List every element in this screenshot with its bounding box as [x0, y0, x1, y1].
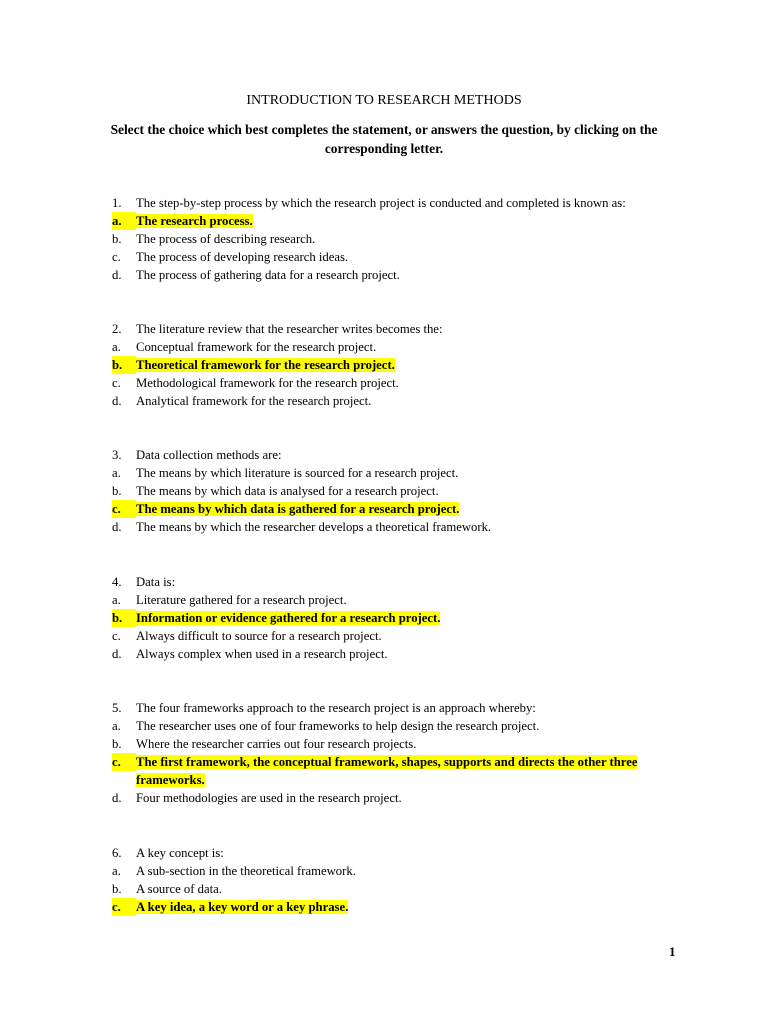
- option-letter[interactable]: a.: [112, 593, 121, 607]
- option-letter[interactable]: b.: [112, 737, 122, 751]
- question-number: 3.: [112, 448, 122, 462]
- option-a[interactable]: [112, 338, 692, 356]
- option-text: The means by which the researcher develops a theoretical framework.: [136, 520, 492, 534]
- question-3: [112, 446, 692, 536]
- option-text: The means by which literature is sourced for a research project.: [136, 466, 459, 480]
- option-letter[interactable]: b.: [112, 232, 122, 246]
- option-letter[interactable]: a.: [112, 466, 121, 480]
- question-4: [112, 573, 692, 663]
- question-stem: [112, 320, 692, 338]
- option-letter[interactable]: a.: [112, 719, 121, 733]
- option-a[interactable]: [112, 862, 692, 880]
- document-title: INTRODUCTION TO RESEARCH METHODS: [246, 93, 522, 108]
- question-number: 5.: [112, 701, 122, 715]
- option-b-correct[interactable]: [112, 356, 692, 374]
- option-text: A key idea, a key word or a key phrase.: [136, 900, 349, 914]
- option-text: The researcher uses one of four frameworks to help design the research project.: [136, 719, 540, 733]
- option-letter[interactable]: c.: [112, 250, 121, 264]
- option-a-correct[interactable]: [112, 212, 692, 230]
- option-a[interactable]: [112, 464, 692, 482]
- option-text: Always difficult to source for a research project.: [136, 629, 382, 643]
- option-text: The means by which data is analysed for a research project.: [136, 484, 439, 498]
- question-text: The literature review that the researcher writes becomes the:: [136, 322, 443, 336]
- option-letter[interactable]: a.: [112, 212, 136, 230]
- option-a[interactable]: [112, 717, 692, 735]
- option-c-correct[interactable]: [112, 753, 692, 789]
- option-d[interactable]: [112, 266, 692, 284]
- question-stem: [112, 194, 692, 212]
- option-c[interactable]: [112, 374, 692, 392]
- option-letter[interactable]: b.: [112, 484, 122, 498]
- option-letter[interactable]: a.: [112, 340, 121, 354]
- option-letter[interactable]: c.: [112, 898, 136, 916]
- question-text: A key concept is:: [136, 846, 224, 860]
- instructions: Select the choice which best completes the statement, or answers the question, by clicking on the corresponding letter.: [110, 122, 658, 156]
- option-b-correct[interactable]: [112, 609, 692, 627]
- option-b[interactable]: [112, 482, 692, 500]
- question-text: The four frameworks approach to the research project is an approach whereby:: [136, 701, 536, 715]
- option-text: Where the researcher carries out four research projects.: [136, 737, 417, 751]
- option-c-correct[interactable]: [112, 500, 692, 518]
- option-text: The first framework, the conceptual framework, shapes, supports and directs the other three frameworks.: [136, 755, 638, 787]
- option-text: Literature gathered for a research project.: [136, 593, 347, 607]
- option-text: Theoretical framework for the research project.: [136, 358, 395, 372]
- option-text: The process of describing research.: [136, 232, 316, 246]
- question-6: [112, 844, 692, 916]
- option-text: The research process.: [136, 214, 253, 228]
- question-number: 2.: [112, 322, 122, 336]
- question-text: The step-by-step process by which the research project is conducted and completed is known as:: [136, 196, 626, 210]
- option-c-correct[interactable]: [112, 898, 692, 916]
- question-stem: [112, 573, 692, 591]
- question-stem: [112, 446, 692, 464]
- option-text: Always complex when used in a research project.: [136, 647, 388, 661]
- question-number: 6.: [112, 846, 122, 860]
- option-text: The process of developing research ideas.: [136, 250, 349, 264]
- page-number: 1: [669, 944, 676, 959]
- option-text: Conceptual framework for the research project.: [136, 340, 377, 354]
- option-d[interactable]: [112, 518, 692, 536]
- option-text: The process of gathering data for a research project.: [136, 268, 400, 282]
- option-letter[interactable]: c.: [112, 629, 121, 643]
- question-number: 1.: [112, 196, 122, 210]
- option-letter[interactable]: c.: [112, 376, 121, 390]
- question-stem: [112, 699, 692, 717]
- question-stem: [112, 844, 692, 862]
- option-text: Methodological framework for the research project.: [136, 376, 399, 390]
- option-b[interactable]: [112, 880, 692, 898]
- option-b[interactable]: [112, 735, 692, 753]
- option-letter[interactable]: b.: [112, 356, 136, 374]
- option-d[interactable]: [112, 789, 692, 807]
- option-letter[interactable]: c.: [112, 500, 136, 518]
- question-2: [112, 320, 692, 410]
- option-letter[interactable]: d.: [112, 268, 122, 282]
- option-b[interactable]: [112, 230, 692, 248]
- option-letter[interactable]: b.: [112, 882, 122, 896]
- option-letter[interactable]: b.: [112, 609, 136, 627]
- option-letter[interactable]: a.: [112, 864, 121, 878]
- option-letter[interactable]: d.: [112, 520, 122, 534]
- option-text: A source of data.: [136, 882, 222, 896]
- option-c[interactable]: [112, 627, 692, 645]
- option-text: Analytical framework for the research project.: [136, 394, 372, 408]
- option-text: A sub-section in the theoretical framework.: [136, 864, 356, 878]
- question-number: 4.: [112, 575, 122, 589]
- option-letter[interactable]: c.: [112, 753, 136, 771]
- option-d[interactable]: [112, 392, 692, 410]
- option-a[interactable]: [112, 591, 692, 609]
- option-c[interactable]: [112, 248, 692, 266]
- option-letter[interactable]: d.: [112, 394, 122, 408]
- option-letter[interactable]: d.: [112, 791, 122, 805]
- option-text: The means by which data is gathered for a research project.: [136, 502, 460, 516]
- question-1: [112, 194, 692, 284]
- option-letter[interactable]: d.: [112, 647, 122, 661]
- option-text: Four methodologies are used in the research project.: [136, 791, 402, 805]
- option-text: Information or evidence gathered for a research project.: [136, 611, 441, 625]
- question-5: [112, 699, 692, 807]
- question-text: Data collection methods are:: [136, 448, 282, 462]
- option-d[interactable]: [112, 645, 692, 663]
- question-text: Data is:: [136, 575, 176, 589]
